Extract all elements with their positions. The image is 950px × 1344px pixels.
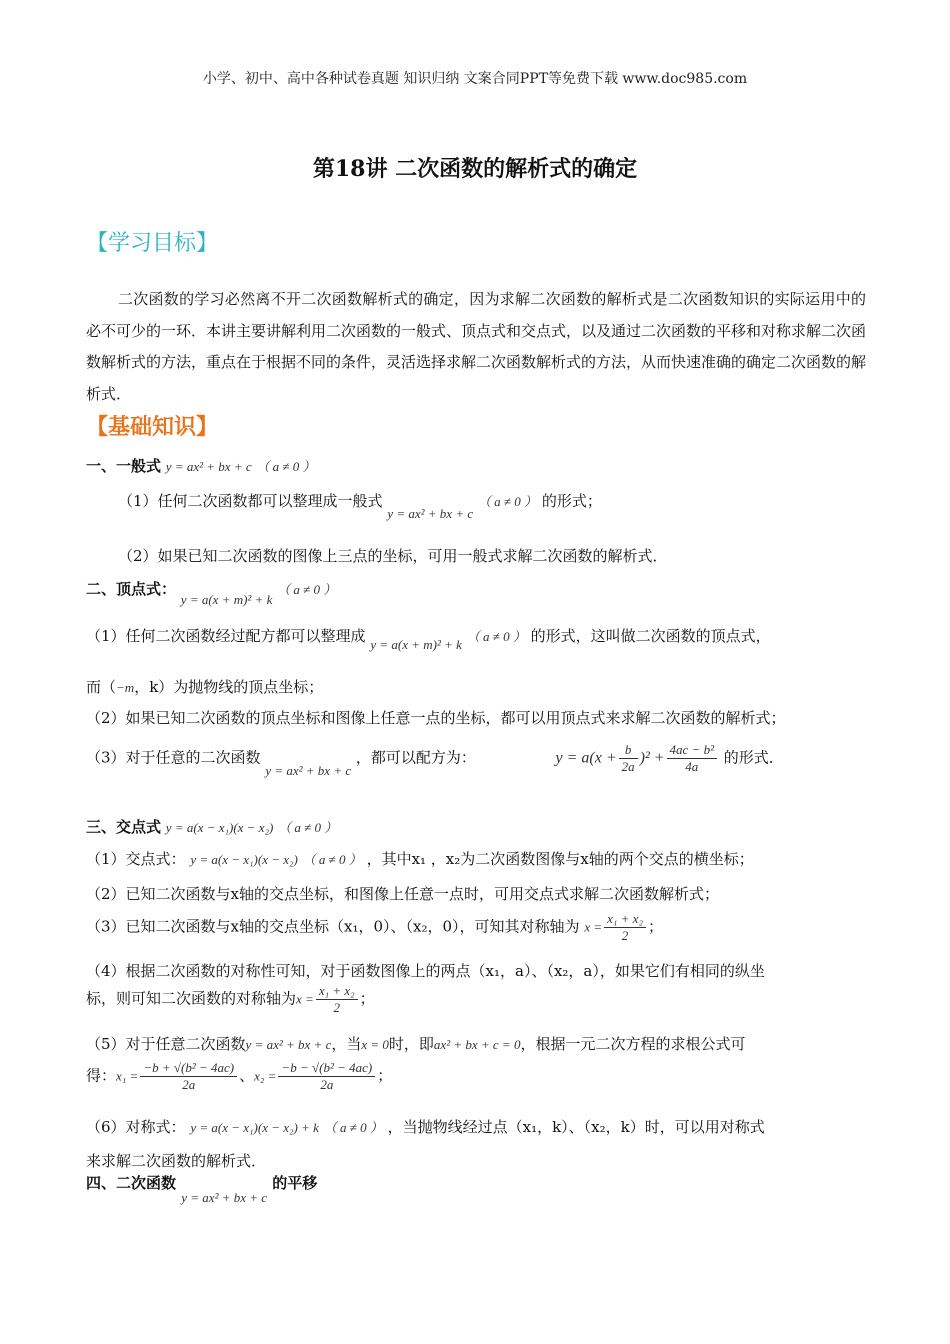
- formula-symmetric: y = a(x − x₁)(x − x₂) + k: [190, 1120, 319, 1135]
- section-3-item-1: [86, 848, 754, 869]
- text-span: ，k）为抛物线的顶点坐标；: [134, 678, 324, 696]
- text-span: （3）对于任意的二次函数: [86, 748, 261, 767]
- text-span: ，其中x₁ ，x₂为二次函数图像与x轴的两个交点的横坐标；: [366, 850, 754, 868]
- text-span: ；: [647, 917, 663, 936]
- fraction-denominator: 2: [333, 1000, 340, 1015]
- section-1-item-2: （2）如果已知二次函数的图像上三点的坐标，可用一般式求解二次函数的解析式．: [118, 547, 668, 565]
- fraction-axis: [316, 983, 358, 1016]
- section-3-heading: [86, 816, 337, 837]
- fraction-denominator: 2a: [182, 1077, 196, 1092]
- formula-condition: （ a ≠ 0 ）: [466, 629, 526, 644]
- page-header: 小学、初中、高中各种试卷真题 知识归纳 文案合同PPT等免费下载 www.doc985.com: [202, 71, 748, 87]
- section-2-item-1-cont: [86, 676, 323, 697]
- formula-completed-square: y = a(x +: [555, 749, 617, 767]
- section-2-title: 二、顶点式：: [86, 580, 177, 598]
- formula-equation: ax² + bx + c = 0: [433, 1037, 521, 1052]
- basics-heading: 【基础知识】: [86, 414, 219, 440]
- section-3-item-5: [86, 1033, 745, 1054]
- formula-axis: x =: [584, 919, 603, 935]
- text-span: （3）已知二次函数与x轴的交点坐标（x₁，0）、（x₂，0），可知其对称轴为: [86, 917, 580, 936]
- section-3-formula: y = a(x − x₁)(x − x₂): [165, 820, 274, 835]
- section-1-heading: [86, 455, 316, 476]
- fraction-axis: [604, 911, 646, 944]
- fraction-discriminant: [667, 742, 717, 775]
- section-2-item-3: [86, 742, 784, 778]
- formula-m: −m: [116, 680, 135, 695]
- fraction-root-2: [278, 1060, 375, 1093]
- section-2-formula: y = a(x + m)² + k: [180, 592, 273, 607]
- section-4-heading: [86, 1172, 318, 1205]
- formula-general: y = ax² + bx + c: [387, 506, 474, 521]
- text-span: ，当: [331, 1035, 362, 1053]
- fraction-denominator: 2: [621, 928, 629, 943]
- text-span: 而（: [86, 678, 117, 696]
- section-3-title: 三、交点式: [86, 818, 162, 836]
- formula-intercept: y = a(x − x₁)(x − x₂): [190, 852, 298, 867]
- text-span: 的形式．: [723, 748, 784, 767]
- formula-condition: （ a ≠ 0 ）: [323, 1120, 383, 1135]
- fraction-numerator: −b − √(b² − 4ac): [278, 1060, 375, 1077]
- section-2-item-1: [86, 625, 771, 652]
- text-span: （1）任何二次函数都可以整理成一般式: [118, 492, 383, 510]
- section-4-title: 四、二次函数: [86, 1174, 177, 1192]
- section-3-item-4-cont: [86, 983, 375, 1016]
- fraction-numerator: x₁ + x₂: [316, 983, 358, 1000]
- fraction-numerator: b: [619, 742, 638, 759]
- section-3-item-2: （2）已知二次函数与x轴的交点坐标，和图像上任意一点时，可用交点式求解二次函数解析式；: [86, 885, 720, 903]
- objectives-heading: 【学习目标】: [86, 231, 219, 256]
- section-3-item-4: （4）根据二次函数的对称性可知，对于函数图像上的两点（x₁，a）、（x₂，a），如果它们有相同的纵坐: [86, 962, 765, 980]
- fraction-root-1: [140, 1060, 237, 1093]
- section-3-item-5-cont: [86, 1060, 392, 1093]
- formula-root-2: x₂ =: [254, 1068, 277, 1084]
- formula-general: y = ax² + bx + c: [265, 762, 352, 778]
- formula-general: y = ax² + bx + c: [245, 1037, 332, 1052]
- text-span: 时，即: [388, 1035, 434, 1053]
- fraction-denominator: 2a: [621, 759, 635, 774]
- section-3-item-6-cont: 来求解二次函数的解析式．: [86, 1152, 267, 1170]
- section-1-title: 一、一般式: [86, 457, 162, 475]
- text-span: ；: [377, 1066, 393, 1085]
- formula-root-1: x₁ =: [116, 1068, 139, 1084]
- objectives-text: 二次函数的学习必然离不开二次函数解析式的确定，因为求解二次函数的解析式是二次函数知识的实际运用中的必不可少的一环．本讲主要讲解利用二次函数的一般式、顶点式和交点式，以及通过二次函数的平移和对称求解二次函数解析式的方法，重点在于根据不同的条件，灵活选择求解二次函数解析式的方法，从而快速准确的确定二次函数的解析式．: [86, 290, 867, 403]
- fraction-numerator: 4ac − b²: [667, 742, 717, 759]
- text-span: 的形式，这叫做二次函数的顶点式，: [530, 627, 771, 645]
- text-span: （6）对称式：: [86, 1118, 186, 1136]
- formula-condition: （ a ≠ 0 ）: [302, 852, 362, 867]
- section-3-item-3: [86, 911, 663, 944]
- text-span: 的形式；: [541, 492, 602, 510]
- text-span: （5）对于任意二次函数: [86, 1035, 246, 1053]
- text-span: （1）任何二次函数经过配方都可以整理成: [86, 627, 366, 645]
- section-3-condition: （ a ≠ 0 ）: [278, 820, 338, 835]
- fraction-denominator: 4a: [685, 759, 699, 774]
- section-3-item-6: [86, 1116, 765, 1137]
- text-span: ，当抛物线经过点（x₁，k）、（x₂，k）时，可以用对称式: [387, 1118, 765, 1136]
- fraction-b-2a: [619, 742, 638, 775]
- text-span: 、: [239, 1066, 255, 1085]
- fraction-numerator: x₁ + x₂: [604, 911, 646, 928]
- formula-completed-square-part: )² +: [639, 749, 665, 767]
- text-span: ，根据一元二次方程的求根公式可: [520, 1035, 746, 1053]
- fraction-denominator: 2a: [320, 1077, 334, 1092]
- formula-x-zero: x = 0: [361, 1037, 389, 1052]
- page-title: 第18讲 二次函数的解析式的确定: [312, 156, 638, 182]
- section-1-item-1: [118, 490, 602, 521]
- section-1-formula: y = ax² + bx + c: [165, 459, 252, 474]
- formula-vertex: y = a(x + m)² + k: [370, 637, 462, 652]
- text-span: 得：: [86, 1066, 117, 1085]
- text-span: ，都可以配方为：: [355, 748, 476, 767]
- text-span: （1）交点式：: [86, 850, 186, 868]
- section-2-item-2: （2）如果已知二次函数的顶点坐标和图像上任意一点的坐标，都可以用顶点式来求解二次函数的解析式；: [86, 709, 786, 727]
- section-1-condition: （ a ≠ 0 ）: [256, 459, 316, 474]
- section-2-heading: [86, 578, 337, 607]
- section-4-title-suffix: 的平移: [272, 1174, 318, 1192]
- section-4-formula: y = ax² + bx + c: [181, 1190, 268, 1205]
- fraction-numerator: −b + √(b² − 4ac): [140, 1060, 237, 1077]
- text-span: ；: [359, 989, 375, 1008]
- section-2-condition: （ a ≠ 0 ）: [277, 582, 337, 597]
- formula-axis: x =: [296, 991, 314, 1007]
- formula-condition: （ a ≠ 0 ）: [477, 494, 538, 509]
- text-span: 标，则可知二次函数的对称轴为: [86, 989, 297, 1008]
